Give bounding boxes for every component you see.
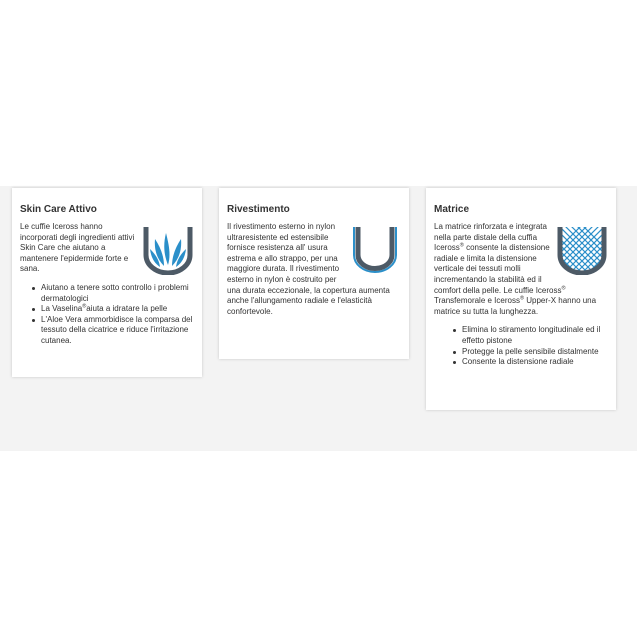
registered-mark: ® bbox=[459, 242, 464, 249]
list-item: Elimina lo stiramento longitudinale ed il effetto pistone bbox=[453, 325, 608, 346]
registered-mark: ® bbox=[519, 295, 525, 302]
card-title: Matrice bbox=[434, 204, 470, 215]
desc-text: consente la distensione radiale e limita la distensione verticale dei tessuti molli incrementando la stabilità ed il comfort della pelle. Le cuffie Iceross bbox=[434, 243, 562, 295]
liner-skin-care-icon bbox=[142, 225, 194, 275]
card-title: Skin Care Attivo bbox=[20, 204, 97, 215]
list-item: Protegge la pelle sensibile distalmente bbox=[453, 347, 608, 358]
desc-text: Transfemorale e Iceross bbox=[434, 296, 520, 306]
card-description: Le cuffie Iceross hanno incorporati degli ingredienti attivi Skin Care che aiutano a mantenere l'epidermide forte e sana. bbox=[20, 222, 135, 274]
list-item: Consente la distensione radiale bbox=[453, 357, 608, 368]
feature-card-skin-care bbox=[12, 188, 202, 377]
feature-card-cover bbox=[219, 188, 409, 359]
list-item: Aiutano a tenere sotto controllo i problemi dermatologici bbox=[32, 283, 194, 304]
desc-text: Upper-X hanno una matrice su tutta la lunghezza. bbox=[434, 296, 597, 316]
list-item-text: aiuta a idratare la pelle bbox=[86, 304, 168, 314]
card-description: Il rivestimento esterno in nylon ultraresistente ed estensibile fornisce resistenza all' usura estrema e allo strappo, per una maggiore durata. Il rivestimento esterno in nylon è costruito per una durata eccezionale, la copertura aumenta anche l'allungamento radiale e l'elasticità confortevole. bbox=[227, 222, 390, 316]
feature-card-matrix bbox=[426, 188, 616, 410]
desc-text: La matrice rinforzata e integrata nella parte distale della cuffia Iceross bbox=[434, 222, 547, 253]
list-item bbox=[32, 304, 194, 315]
card-title: Rivestimento bbox=[227, 204, 290, 215]
list-item-prefix: La Vaselina bbox=[41, 304, 83, 314]
registered-mark: ® bbox=[561, 284, 566, 291]
liner-nylon-cover-icon bbox=[349, 225, 401, 275]
bullet-list bbox=[434, 325, 608, 367]
liner-matrix-icon bbox=[556, 225, 608, 275]
registered-mark: ® bbox=[82, 303, 87, 310]
list-item: L'Aloe Vera ammorbidisce la comparsa del tessuto della cicatrice e riduce l'irritazione cutanea. bbox=[32, 315, 194, 347]
bullet-list bbox=[20, 283, 194, 347]
